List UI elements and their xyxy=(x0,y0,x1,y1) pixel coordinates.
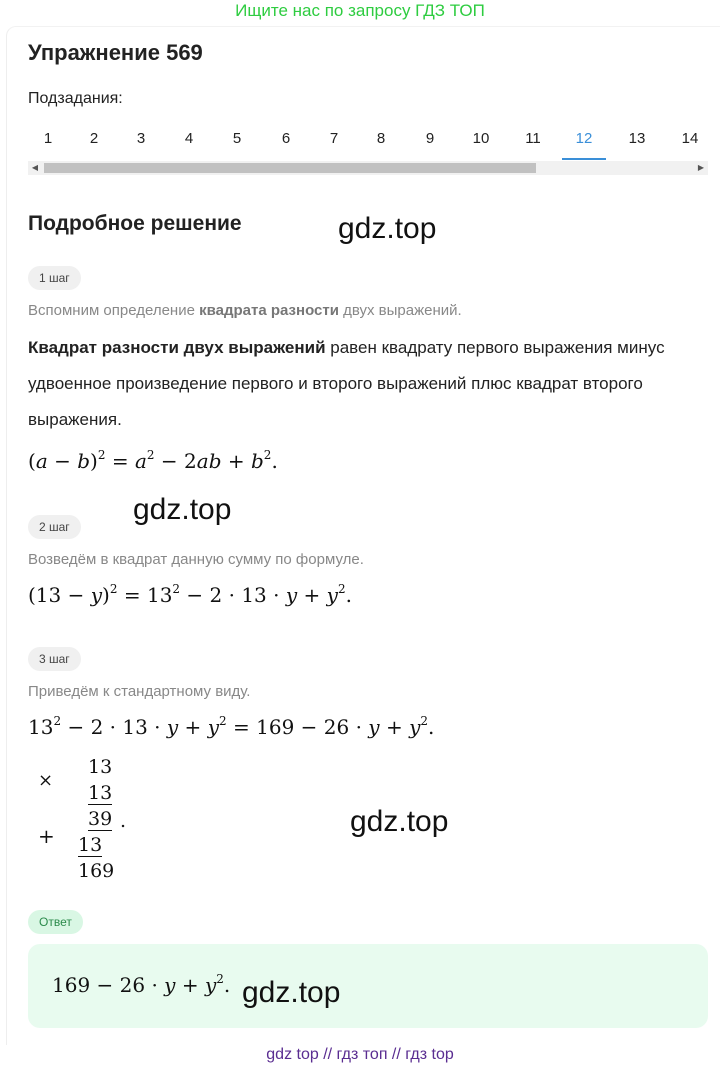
watermark: gdz.top xyxy=(242,976,341,1009)
product-result: 169 xyxy=(78,860,115,882)
scroll-right-arrow-icon[interactable]: ▶ xyxy=(697,163,705,172)
subtask-tab-7[interactable]: 7 xyxy=(329,130,339,147)
multiplicand: 13 xyxy=(88,756,113,778)
step-hint-1: Вспомним определение квадрата разности двух выражений. xyxy=(28,302,462,319)
step-hint-2: Возведём в квадрат данную сумму по формуле. xyxy=(28,551,364,568)
multiplier: 13 xyxy=(88,782,113,804)
formula-square-difference: $(a - b)^2 = a^2 - 2ab + b^2$. xyxy=(28,448,278,473)
step-badge-2: 2 шаг xyxy=(28,515,81,539)
subtask-tab-8[interactable]: 8 xyxy=(376,130,386,147)
subtasks-label: Подзадания: xyxy=(28,90,123,107)
subtask-tabs xyxy=(28,124,720,160)
answer-formula: $169 - 26 \cdot y + y^2$. xyxy=(52,972,231,997)
subtask-tab-2[interactable]: 2 xyxy=(89,130,99,147)
watermark: gdz.top xyxy=(350,805,449,838)
column-multiplication xyxy=(28,752,168,882)
subtask-tab-5[interactable]: 5 xyxy=(232,130,242,147)
subtask-tab-12[interactable]: 12 xyxy=(562,124,606,160)
subtask-tab-11[interactable]: 11 xyxy=(525,130,541,147)
partial-product-1: 39 xyxy=(88,808,113,830)
plus-sign: + xyxy=(38,824,55,848)
subtask-tab-10[interactable]: 10 xyxy=(472,130,490,147)
answer-box xyxy=(28,944,708,1028)
step-badge-3: 3 шаг xyxy=(28,647,81,671)
step-text-1: Квадрат разности двух выражений равен квадрату первого выражения минус удвоенное произведение первого и второго выражений плюс квадрат второго выражения. xyxy=(28,338,665,429)
formula-step-2: $(13 - y)^2 = 13^2 - 2 \cdot 13 \cdot y + y^2$. xyxy=(28,582,352,607)
subtask-tab-4[interactable]: 4 xyxy=(184,130,194,147)
footer-links[interactable]: gdz top // гдз топ // гдз top xyxy=(266,1046,454,1063)
scroll-thumb[interactable] xyxy=(44,163,536,173)
subtasks-scrollbar[interactable] xyxy=(28,161,708,175)
subtask-tab-3[interactable]: 3 xyxy=(136,130,146,147)
subtask-tab-9[interactable]: 9 xyxy=(425,130,435,147)
step-hint-3: Приведём к стандартному виду. xyxy=(28,683,251,700)
solution-title: Подробное решение xyxy=(28,212,242,235)
subtask-tab-14[interactable]: 14 xyxy=(681,130,699,147)
subtask-tab-1[interactable]: 1 xyxy=(43,130,53,147)
top-banner: Ищите нас по запросу ГДЗ ТОП xyxy=(235,1,485,20)
step-badge-1: 1 шаг xyxy=(28,266,81,290)
subtask-tab-13[interactable]: 13 xyxy=(628,130,646,147)
subtask-tab-6[interactable]: 6 xyxy=(281,130,291,147)
formula-step-3: $13^2 - 2 \cdot 13 \cdot y + y^2 = 169 - 26 \cdot y + y^2$. xyxy=(28,714,435,739)
answer-badge: Ответ xyxy=(28,910,83,934)
watermark: gdz.top xyxy=(133,493,232,526)
scroll-left-arrow-icon[interactable]: ◀ xyxy=(31,163,39,172)
watermark: gdz.top xyxy=(338,212,437,245)
dot-mark: . xyxy=(120,810,127,832)
partial-product-2: 13 xyxy=(78,834,103,856)
page-title: Упражнение 569 xyxy=(28,40,203,65)
exercise-card xyxy=(6,26,720,1045)
times-sign: × xyxy=(38,770,54,791)
